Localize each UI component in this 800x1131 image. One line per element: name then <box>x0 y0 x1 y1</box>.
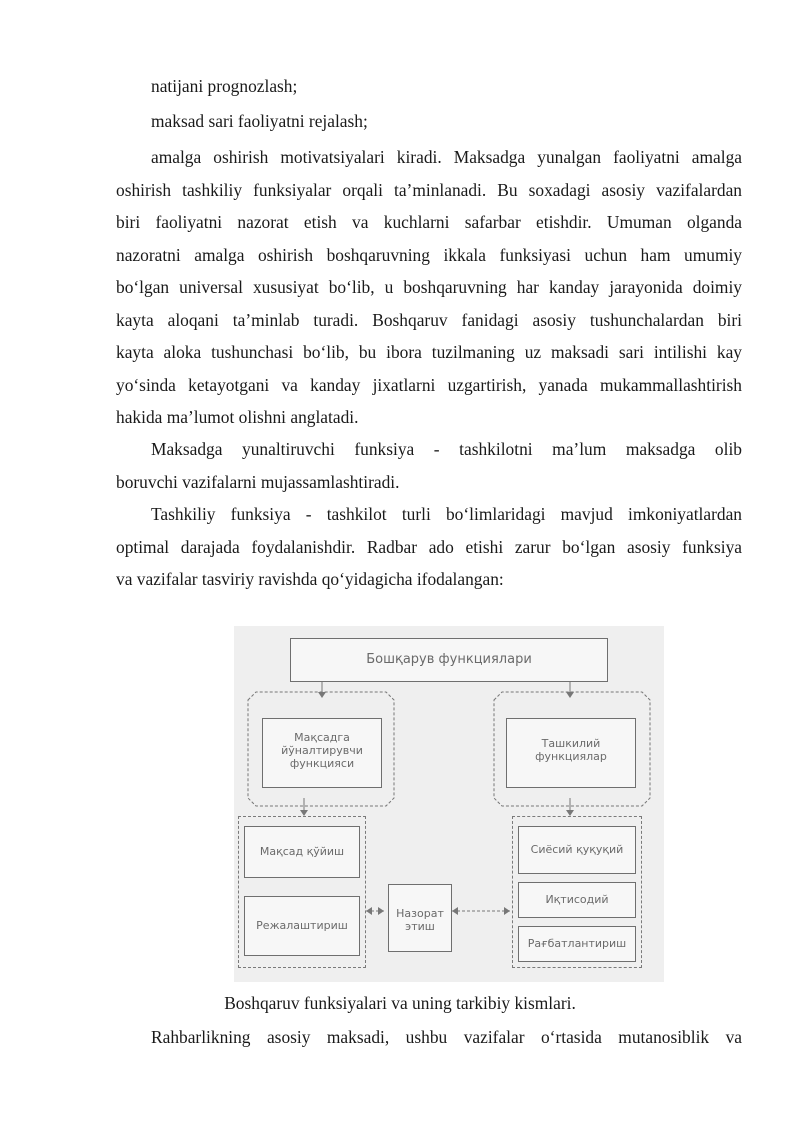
text-line: nazoratni amalga oshirish boshqaruvning ikkala funksiyasi uchun ham umumiy <box>116 245 742 265</box>
text-line: biri faoliyatni nazorat etish va kuchlarni safarbar etishdir. Umuman olganda <box>116 212 742 232</box>
diagram-right-item-label: Рағбатлантириш <box>527 937 627 950</box>
diagram-right-item-label: Иқтисодий <box>545 893 609 906</box>
text-line: maksad sari faoliyatni rejalash; <box>151 111 368 131</box>
text-line: Tashkiliy funksiya - tashkilot turli bo‘limlaridagi mavjud imkoniyatlardan <box>151 504 742 524</box>
diagram-left-group-label: Мақсадга йўналтирувчи функцияси <box>281 731 363 770</box>
diagram-right-group-label: Ташкилий функциялар <box>535 737 607 763</box>
text-line: amalga oshirish motivatsiyalari kiradi. Maksadga yunalgan faoliyatni amalga <box>151 147 742 167</box>
diagram-left-item-box <box>244 826 360 878</box>
management-functions-diagram <box>234 626 664 982</box>
text-line: oshirish tashkiliy funksiyalar orqali ta’minlanadi. Bu soxadagi asosiy vazifalardan <box>116 180 742 200</box>
diagram-center-label: Назорат этиш <box>396 907 444 933</box>
diagram-right-item-label: Сиёсий қуқуқий <box>530 843 624 856</box>
diagram-right-item-box <box>518 882 636 918</box>
text-line: bo‘lgan universal xususiyat bo‘lib, u boshqaruvning har kanday jarayonida doimiy <box>116 277 742 297</box>
text-line: Maksadga yunaltiruvchi funksiya - tashkilotni ma’lum maksadga olib <box>151 439 742 459</box>
figure-caption: Boshqaruv funksiyalari va uning tarkibiy kismlari. <box>224 993 576 1013</box>
text-line: hakida ma’lumot olishni anglatadi. <box>116 407 359 427</box>
diagram-right-item-box <box>518 926 636 962</box>
text-line: boruvchi vazifalarni mujassamlashtiradi. <box>116 472 400 492</box>
text-line: Rahbarlikning asosiy maksadi, ushbu vazifalar o‘rtasida mutanosiblik va <box>151 1027 742 1047</box>
text-line: va vazifalar tasviriy ravishda qo‘yidagicha ifodalangan: <box>116 569 504 589</box>
text-line: yo‘sinda ketayotgani va kanday jixatlarni uzgartirish, yanada mukammallashtirish <box>116 375 742 395</box>
diagram-left-item-label: Режалаштириш <box>256 919 348 932</box>
text-line: natijani prognozlash; <box>151 76 298 96</box>
diagram-right-group-box <box>506 718 636 788</box>
diagram-top-box <box>290 638 608 682</box>
text-line: kayta aloka tushunchasi bo‘lib, bu ibora tuzilmaning uz maksadi sari intilishi kay <box>116 342 742 362</box>
text-line: kayta aloqani ta’minlab turadi. Boshqaruv fanidagi asosiy tushunchalardan biri <box>116 310 742 330</box>
diagram-left-group-box <box>262 718 382 788</box>
text-line: optimal darajada foydalanishdir. Radbar ado etishi zarur bo‘lgan asosiy funksiya <box>116 537 742 557</box>
diagram-left-item-box <box>244 896 360 956</box>
diagram-center-box <box>388 884 452 952</box>
diagram-top-label: Бошқарув функциялари <box>366 652 532 667</box>
diagram-left-item-label: Мақсад қўйиш <box>259 845 345 858</box>
diagram-right-item-box <box>518 826 636 874</box>
